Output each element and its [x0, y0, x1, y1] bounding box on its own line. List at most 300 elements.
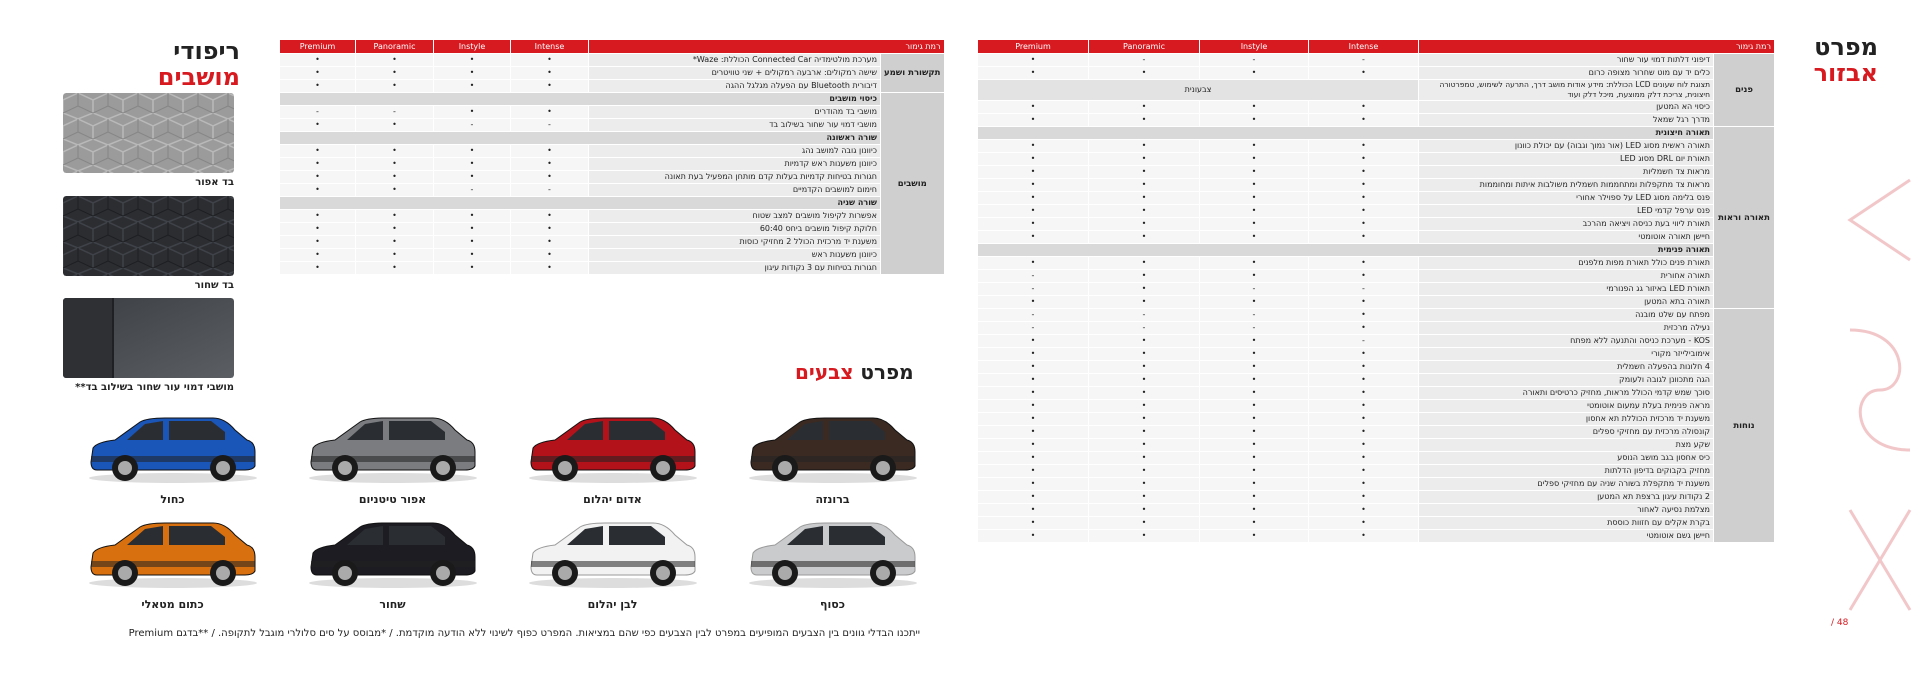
spec-item-label: תאורת פנים כולל תאורת מפות מלפנים [1419, 257, 1714, 270]
spec-value: • [356, 145, 434, 158]
spec-value: • [1089, 140, 1200, 153]
spec-value: • [1309, 114, 1419, 127]
spec-value: • [1200, 504, 1309, 517]
spec-value: • [978, 192, 1089, 205]
spec-value: - [978, 270, 1089, 283]
spec-item-label: תאורת ליווי בעת כניסה ויציאה מהרכב [1419, 218, 1714, 231]
spec-item-label: מצלמת נסיעה לאחור [1419, 504, 1714, 517]
spec-row [978, 374, 1775, 387]
spec-category: מושבים [881, 93, 945, 275]
accessories-title-line2: אבזור [1813, 59, 1878, 87]
colors-title-line1: מפרט [860, 360, 914, 384]
spec-value: • [1309, 296, 1419, 309]
spec-value: • [1089, 101, 1200, 114]
spec-value: • [356, 210, 434, 223]
spec-value: • [434, 249, 511, 262]
accessories-spec-table [977, 39, 1775, 543]
spec-item-label: פנס ערפל קדמי LED [1419, 205, 1714, 218]
spec-subheader: תאורה חיצונית [978, 127, 1714, 140]
spec-value: • [1089, 270, 1200, 283]
spec-value: - [1309, 283, 1419, 296]
spec-value: • [978, 387, 1089, 400]
spec-row [280, 106, 945, 119]
spec-value: • [434, 145, 511, 158]
accessories-title-line1: מפרט [1814, 33, 1878, 61]
spec-row [978, 140, 1775, 153]
spec-item-label: דיבורית Bluetooth עם הפעלה מגלגל ההגה [589, 80, 881, 93]
spec-value: • [1089, 166, 1200, 179]
spec-value: • [1200, 166, 1309, 179]
spec-category: תאורה וראות [1714, 127, 1775, 309]
spec-value: • [1309, 231, 1419, 244]
spec-subheader: שורה שניה [280, 197, 881, 210]
spec-value: • [978, 153, 1089, 166]
spec-subheader: כיסוי מושבים [280, 93, 881, 106]
asx-watermark-logo [1830, 150, 1918, 630]
spec-value: • [1309, 101, 1419, 114]
spec-value: • [1200, 140, 1309, 153]
spec-value: • [1309, 153, 1419, 166]
spec-value: • [1309, 400, 1419, 413]
subheader-row [978, 127, 1775, 140]
accessories-title [1808, 34, 1878, 86]
spec-row [978, 452, 1775, 465]
spec-value: • [1309, 322, 1419, 335]
spec-value: • [434, 223, 511, 236]
spec-value: • [1089, 426, 1200, 439]
spec-row [978, 491, 1775, 504]
upholstery-title-line1: ריפודי [173, 37, 240, 65]
spec-value: - [434, 119, 511, 132]
spec-value: • [1200, 530, 1309, 543]
spec-value: • [511, 145, 589, 158]
spec-value: • [1089, 114, 1200, 127]
swatch-label-black: בד שחור [194, 280, 234, 291]
spec-value: • [511, 223, 589, 236]
spec-value: • [511, 106, 589, 119]
spec-value: - [1309, 335, 1419, 348]
spec-value: • [1200, 491, 1309, 504]
spec-row [280, 171, 945, 184]
spec-value: • [1200, 67, 1309, 80]
spec-value: • [1089, 491, 1200, 504]
spec-value: • [978, 530, 1089, 543]
spec-row [978, 517, 1775, 530]
spec-value: • [1089, 218, 1200, 231]
spec-subheader: שורה ראשונה [280, 132, 881, 145]
spec-value: • [1309, 491, 1419, 504]
colors-footnote: ייתכנו הבדלי גוונים בין הצבעים המופיעים במפרט לבין הצבעים כפי שהם במציאות. המפרט כפוף לשינוי ללא הודעה מוקדמת. / *מבוסס על סים סלולרי מוגבל לתקופה. / **בדגם Premium [128, 628, 920, 639]
spec-category: פנים [1714, 54, 1775, 127]
spec-value: • [1309, 374, 1419, 387]
spec-value: • [1309, 348, 1419, 361]
spec-item-label: מראה פנימית בעלת עמעום אוטומטי [1419, 400, 1714, 413]
spec-value: - [1200, 54, 1309, 67]
spec-value: • [978, 361, 1089, 374]
spec-value: • [356, 171, 434, 184]
spec-value: • [1309, 179, 1419, 192]
spec-span-value: צבעונית [978, 80, 1419, 101]
spec-value: - [1089, 54, 1200, 67]
trim-header-intense: Intense [1309, 40, 1419, 54]
spec-value: • [978, 231, 1089, 244]
upholstery-title [150, 38, 240, 90]
spec-value: • [356, 236, 434, 249]
spec-item-label: משענת יד מרכזית הכולל 2 מחזיקי כוסות [589, 236, 881, 249]
trim-header-premium: Premium [280, 40, 356, 54]
spec-value: • [434, 106, 511, 119]
spec-value: - [978, 322, 1089, 335]
spec-value: • [1200, 231, 1309, 244]
spec-value: • [978, 439, 1089, 452]
spec-value: • [1200, 452, 1309, 465]
car-color-name: כתום מטאלי [141, 598, 204, 611]
spec-value: • [280, 184, 356, 197]
spec-value: • [1089, 179, 1200, 192]
spec-value: • [356, 54, 434, 67]
spec-value: - [356, 106, 434, 119]
spec-value: • [356, 119, 434, 132]
page-number: / 48 [1831, 618, 1849, 628]
spec-value: • [978, 465, 1089, 478]
spec-value: - [511, 119, 589, 132]
multimedia-seats-spec-table [279, 39, 945, 275]
spec-value: • [1309, 67, 1419, 80]
spec-value: • [511, 171, 589, 184]
spec-value: - [978, 309, 1089, 322]
spec-value: • [1200, 348, 1309, 361]
spec-value: • [1089, 517, 1200, 530]
spec-value: • [1089, 67, 1200, 80]
spec-value: • [1200, 192, 1309, 205]
colors-title-line2: צבעים [795, 360, 854, 384]
spec-value: • [280, 171, 356, 184]
spec-item-label: חיישן גשם אוטומטי [1419, 530, 1714, 543]
spec-value: • [280, 210, 356, 223]
spec-value: • [434, 210, 511, 223]
spec-item-label: כיס אחסון בגב מושב הנוסע [1419, 452, 1714, 465]
car-color-name: שחור [379, 598, 406, 611]
swatch-grey-fabric [63, 93, 234, 173]
spec-value: - [1089, 309, 1200, 322]
spec-value: • [1200, 517, 1309, 530]
spec-value: • [1089, 387, 1200, 400]
multimedia-table-wrap [279, 39, 945, 275]
spec-category: תקשורת ושמע [881, 54, 945, 93]
spec-item-label: תצוגת לוח שעונים LCD הכוללת: מידע אודות מושב דרך, התרעה לשימוש, טמפרטורה חיצונית, צריכת דלק ממוצעת, מיכל דלק ועוד [1419, 80, 1714, 101]
spec-value: • [1309, 426, 1419, 439]
car-color-name: אדום יהלום [583, 493, 642, 506]
spec-value: • [356, 80, 434, 93]
spec-item-label: מראות צד מתקפלות ומתחממות חשמלית משולבות איתות ומחוממות [1419, 179, 1714, 192]
spec-value: • [511, 249, 589, 262]
spec-value: • [978, 166, 1089, 179]
spec-value: • [280, 223, 356, 236]
spec-value: • [356, 262, 434, 275]
spec-value: • [280, 67, 356, 80]
spec-row [978, 101, 1775, 114]
car-image [525, 410, 700, 485]
spec-item-label: מערכת מולטימדיה Connected Car הכוללת: Waze* [589, 54, 881, 67]
spec-value: - [1089, 322, 1200, 335]
spec-row [280, 145, 945, 158]
spec-item-label: כיוונון משענות ראש [589, 249, 881, 262]
spec-value: • [511, 262, 589, 275]
spec-value: • [356, 223, 434, 236]
spec-row [280, 223, 945, 236]
spec-value: • [1089, 231, 1200, 244]
spec-row [978, 283, 1775, 296]
spec-value: • [1200, 465, 1309, 478]
spec-value: • [978, 517, 1089, 530]
trim-header-instyle: Instyle [1200, 40, 1309, 54]
spec-row [978, 413, 1775, 426]
spec-row [280, 80, 945, 93]
car-image [85, 410, 260, 485]
spec-value: • [978, 426, 1089, 439]
spec-row [280, 262, 945, 275]
spec-value: • [1309, 361, 1419, 374]
spec-value: • [978, 348, 1089, 361]
spec-item-label: מחזיק בקבוקים בדיפון הדלתות [1419, 465, 1714, 478]
spec-value: - [1200, 309, 1309, 322]
spec-value: • [1309, 387, 1419, 400]
accessories-table-wrap [977, 39, 1775, 543]
spec-item-label: חיישן תאורה אוטומטי [1419, 231, 1714, 244]
spec-value: • [978, 452, 1089, 465]
spec-value: • [511, 158, 589, 171]
spec-value: • [1200, 335, 1309, 348]
spec-value: • [1200, 478, 1309, 491]
spec-value: • [511, 210, 589, 223]
spec-value: • [434, 158, 511, 171]
spec-value: • [978, 101, 1089, 114]
spec-value: • [1309, 452, 1419, 465]
spec-row [978, 205, 1775, 218]
spec-row [978, 478, 1775, 491]
spec-row [978, 335, 1775, 348]
trim-header-panoramic: Panoramic [1089, 40, 1200, 54]
car-image [525, 515, 700, 590]
spec-value: • [511, 80, 589, 93]
spec-value: • [1200, 205, 1309, 218]
spec-value: • [978, 491, 1089, 504]
spec-item-label: מושבי בד מהודרים [589, 106, 881, 119]
spec-row [978, 504, 1775, 517]
spec-value: • [1089, 153, 1200, 166]
spec-item-label: הגה מתכוונן לגובה ולעומק [1419, 374, 1714, 387]
spec-item-label: תאורה בתא המטען [1419, 296, 1714, 309]
spec-value: • [1089, 374, 1200, 387]
colors-title [795, 360, 914, 384]
spec-value: • [1089, 205, 1200, 218]
spec-item-label: חלוקת קיפול מושבים ביחס 60:40 [589, 223, 881, 236]
spec-item-label: תאורה ראשית מסוג LED (אור נמוך וגבוה) עם יכולת כוונון [1419, 140, 1714, 153]
spec-row [978, 67, 1775, 80]
spec-row [280, 249, 945, 262]
spec-item-label: מפתח עם שלט מובנה [1419, 309, 1714, 322]
spec-value: - [1200, 322, 1309, 335]
trim-header-panoramic: Panoramic [356, 40, 434, 54]
spec-value: • [1200, 374, 1309, 387]
spec-value: • [978, 140, 1089, 153]
spec-item-label: כיוונון גובה למושב נהג [589, 145, 881, 158]
spec-item-label: פנס בלימה מסוג LED על ספוילר אחורי [1419, 192, 1714, 205]
upholstery-title-line2: מושבים [157, 63, 240, 91]
spec-value: • [434, 236, 511, 249]
spec-item-label: חימום למושבים הקדמיים [589, 184, 881, 197]
spec-value: • [1309, 309, 1419, 322]
spec-value: • [1309, 205, 1419, 218]
spec-row [978, 361, 1775, 374]
trim-header-premium: Premium [978, 40, 1089, 54]
spec-row [978, 400, 1775, 413]
spec-value: - [280, 106, 356, 119]
car-image [85, 515, 260, 590]
spec-value: • [1200, 439, 1309, 452]
spec-row [978, 257, 1775, 270]
car-color-name: כסוף [820, 598, 845, 611]
car-image [305, 410, 480, 485]
spec-item-label: נעילה מרכזית [1419, 322, 1714, 335]
spec-row [280, 210, 945, 223]
spec-value: • [1089, 452, 1200, 465]
spec-item-label: אפשרות לקיפול מושבים למצב שטוח [589, 210, 881, 223]
car-color-name: אפור טיטניום [358, 493, 427, 506]
spec-value: • [434, 171, 511, 184]
spec-row [978, 218, 1775, 231]
spec-subheader: תאורה פנימית [978, 244, 1714, 257]
spec-row [978, 439, 1775, 452]
spec-value: • [978, 179, 1089, 192]
spec-value: • [1089, 504, 1200, 517]
spec-value: • [1309, 413, 1419, 426]
swatch-leatherette-fabric [63, 298, 234, 378]
spec-row [978, 192, 1775, 205]
spec-row [978, 80, 1775, 101]
spec-item-label: משענת יד מתקפלת בשורה שניה עם מחזיקי ספלים [1419, 478, 1714, 491]
spec-value: • [280, 262, 356, 275]
spec-item-label: סוכך שמש קדמי הכולל מראות, מחזיק כרטיסים ותאורה [1419, 387, 1714, 400]
car-color-name: כחול [160, 493, 185, 506]
spec-value: • [356, 249, 434, 262]
swatch-label-grey: בד אפור [195, 177, 234, 188]
spec-row [280, 54, 945, 67]
spec-value: • [978, 335, 1089, 348]
spec-value: • [1200, 153, 1309, 166]
spec-value: • [978, 67, 1089, 80]
trim-header-intense: Intense [511, 40, 589, 54]
spec-value: • [1309, 530, 1419, 543]
swatch-black-fabric [63, 196, 234, 276]
spec-value: • [1200, 426, 1309, 439]
spec-value: • [1200, 114, 1309, 127]
spec-value: - [978, 283, 1089, 296]
spec-value: • [356, 67, 434, 80]
spec-value: • [1309, 439, 1419, 452]
spec-value: - [434, 184, 511, 197]
spec-item-label: חגורות בטיחות עם 3 נקודות עיגון [589, 262, 881, 275]
spec-item-label: תאורת יום DRL מסוג LED [1419, 153, 1714, 166]
spec-value: • [434, 80, 511, 93]
spec-value: • [280, 119, 356, 132]
spec-value: • [1309, 140, 1419, 153]
spec-value: • [978, 296, 1089, 309]
spec-value: • [1200, 179, 1309, 192]
spec-value: • [1089, 439, 1200, 452]
spec-value: • [1089, 192, 1200, 205]
spec-item-label: KOS - מערכת כניסה והתנעה ללא מפתח [1419, 335, 1714, 348]
spec-row [978, 530, 1775, 543]
spec-item-label: חגורות בטיחות קדמיות בעלות קדם מותחן המפעיל בעת תאונה [589, 171, 881, 184]
spec-item-label: דיפוני דלתות דמוי עור שחור [1419, 54, 1714, 67]
spec-value: - [1309, 54, 1419, 67]
subheader-row [280, 132, 945, 145]
spec-value: • [1309, 257, 1419, 270]
spec-value: • [280, 145, 356, 158]
spec-row [978, 309, 1775, 322]
spec-row [280, 119, 945, 132]
trim-header-instyle: Instyle [434, 40, 511, 54]
spec-value: • [1089, 478, 1200, 491]
spec-value: • [978, 504, 1089, 517]
spec-value: • [1309, 465, 1419, 478]
spec-value: • [356, 184, 434, 197]
spec-item-label: כיסוי הא המטען [1419, 101, 1714, 114]
spec-row [280, 67, 945, 80]
spec-value: • [978, 54, 1089, 67]
spec-value: • [280, 54, 356, 67]
spec-row [978, 270, 1775, 283]
spec-row [978, 296, 1775, 309]
spec-row [978, 348, 1775, 361]
spec-item-label: אימובילייזר מקורי [1419, 348, 1714, 361]
spec-value: - [511, 184, 589, 197]
spec-row [978, 231, 1775, 244]
spec-value: • [1200, 218, 1309, 231]
spec-item-label: קונסולה מרכזית עם מחזיקי ספלים [1419, 426, 1714, 439]
spec-value: • [356, 158, 434, 171]
spec-value: • [978, 374, 1089, 387]
spec-item-label: 4 חלונות בהפעלה חשמלית [1419, 361, 1714, 374]
spec-value: • [511, 236, 589, 249]
spec-row [978, 114, 1775, 127]
spec-value: • [280, 236, 356, 249]
spec-value: • [978, 218, 1089, 231]
spec-row [978, 54, 1775, 67]
spec-value: • [1089, 348, 1200, 361]
car-image [305, 515, 480, 590]
spec-item-label: כיוונון משענות ראש קדמיות [589, 158, 881, 171]
car-image [745, 410, 920, 485]
spec-row [978, 387, 1775, 400]
spec-value: • [1089, 465, 1200, 478]
spec-item-label: מדרך רגל שמאל [1419, 114, 1714, 127]
spec-item-label: שישה רמקולים: ארבעה רמקולים + שני טוויטרים [589, 67, 881, 80]
spec-value: • [280, 249, 356, 262]
spec-value: • [1089, 413, 1200, 426]
spec-item-label: מושבי דמוי עור שחור בשילוב בד [589, 119, 881, 132]
spec-value: • [1309, 517, 1419, 530]
spec-value: • [1309, 504, 1419, 517]
spec-value: • [511, 54, 589, 67]
spec-value: • [1089, 335, 1200, 348]
spec-item-label: מראות צד חשמליות [1419, 166, 1714, 179]
spec-value: • [1089, 296, 1200, 309]
level-header: רמת גימור [1419, 40, 1775, 54]
spec-value: • [1200, 400, 1309, 413]
swatch-label-leatherette: מושבי דמוי עור שחור בשילוב בד** [75, 382, 234, 393]
